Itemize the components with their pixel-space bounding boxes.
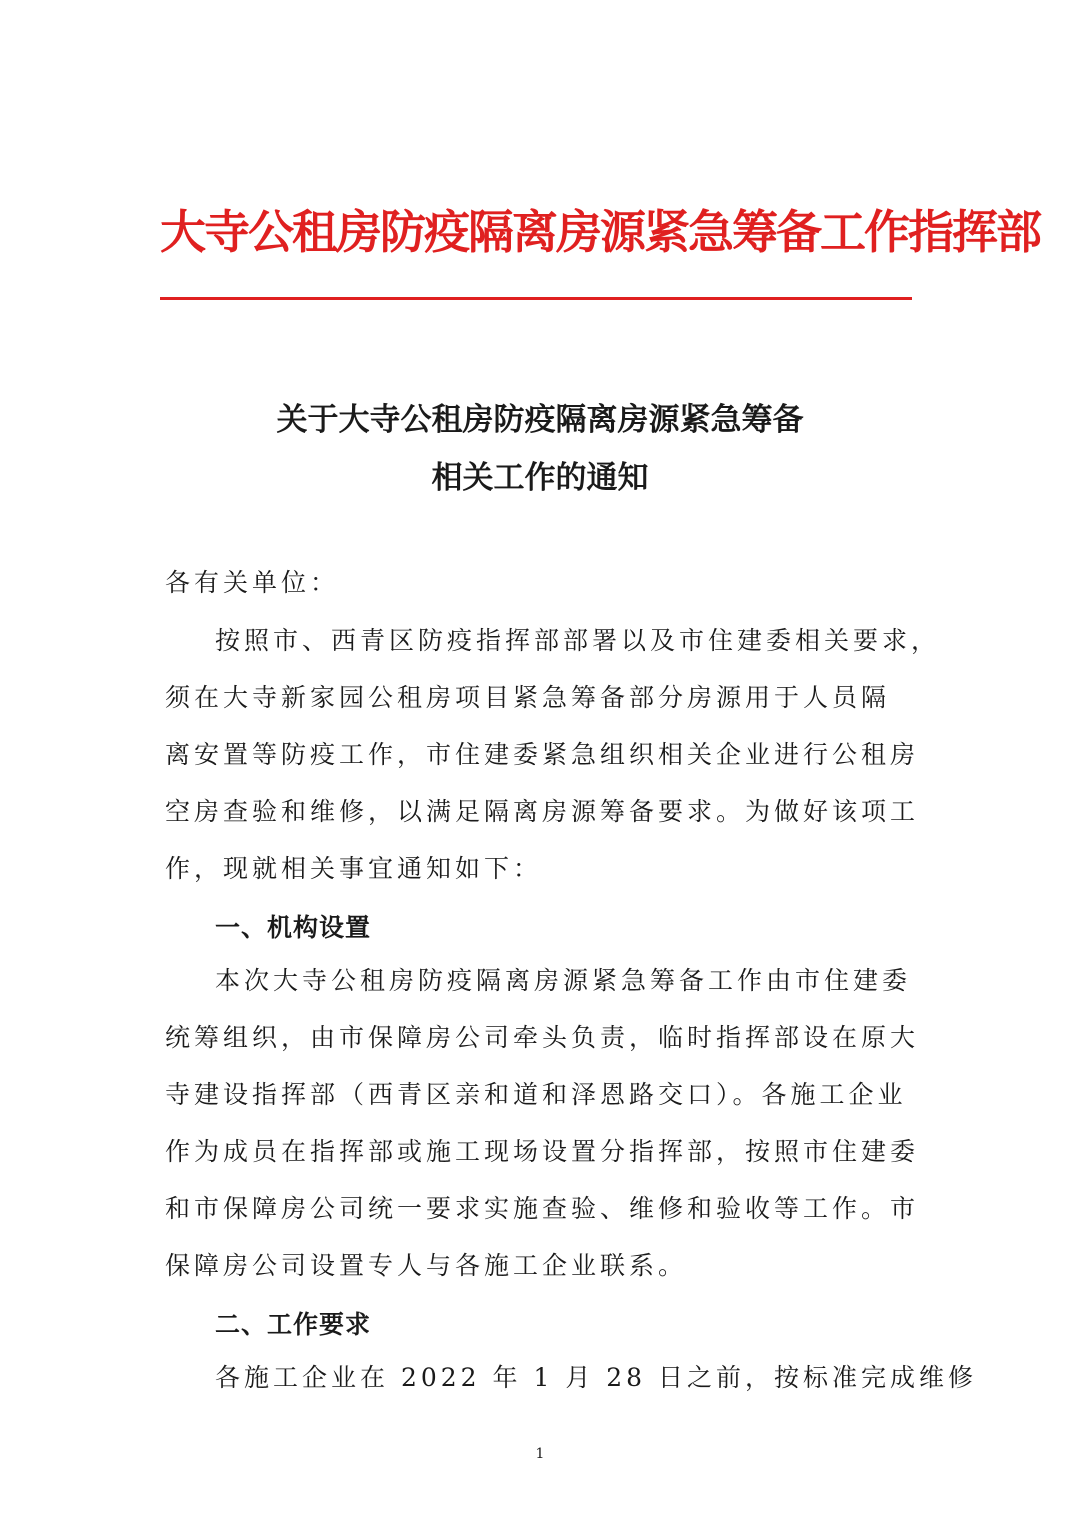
intro-line: 空房查验和维修，以满足隔离房源筹备要求。为做好该项工 [165,797,920,826]
document-title-line-2: 相关工作的通知 [431,460,649,496]
section-1-line: 保障房公司设置专人与各施工企业联系。 [165,1251,688,1280]
section-2-line: 各施工企业在 2022 年 1 月 28 日之前，按标准完成维修 [215,1363,978,1392]
section-1-line: 寺建设指挥部（西青区亲和道和泽恩路交口）。各施工企业 [165,1080,907,1109]
section-1-line: 作为成员在指挥部或施工现场设置分指挥部，按照市住建委 [165,1137,920,1166]
section-1-line: 和市保障房公司统一要求实施查验、维修和验收等工作。市 [165,1194,920,1223]
intro-line: 按照市、西青区防疫指挥部部署以及市住建委相关要求， [215,626,941,655]
salutation: 各有关单位： [165,568,340,597]
intro-line: 须在大寺新家园公租房项目紧急筹备部分房源用于人员隔 [165,683,891,712]
section-2-heading: 二、工作要求 [215,1310,372,1339]
letterhead-title: 大寺公租房防疫隔离房源紧急筹备工作指挥部 [160,205,1040,259]
letterhead-red-rule [160,297,912,300]
section-1-heading: 一、机构设置 [215,913,372,942]
page-number: 1 [535,1446,545,1462]
document-title-line-1: 关于大寺公租房防疫隔离房源紧急筹备 [276,402,804,438]
intro-line: 离安置等防疫工作，市住建委紧急组织相关企业进行公租房 [165,740,920,769]
intro-line: 作，现就相关事宜通知如下： [165,854,543,883]
section-1-line: 本次大寺公租房防疫隔离房源紧急筹备工作由市住建委 [215,966,912,995]
section-1-line: 统筹组织，由市保障房公司牵头负责，临时指挥部设在原大 [165,1023,920,1052]
